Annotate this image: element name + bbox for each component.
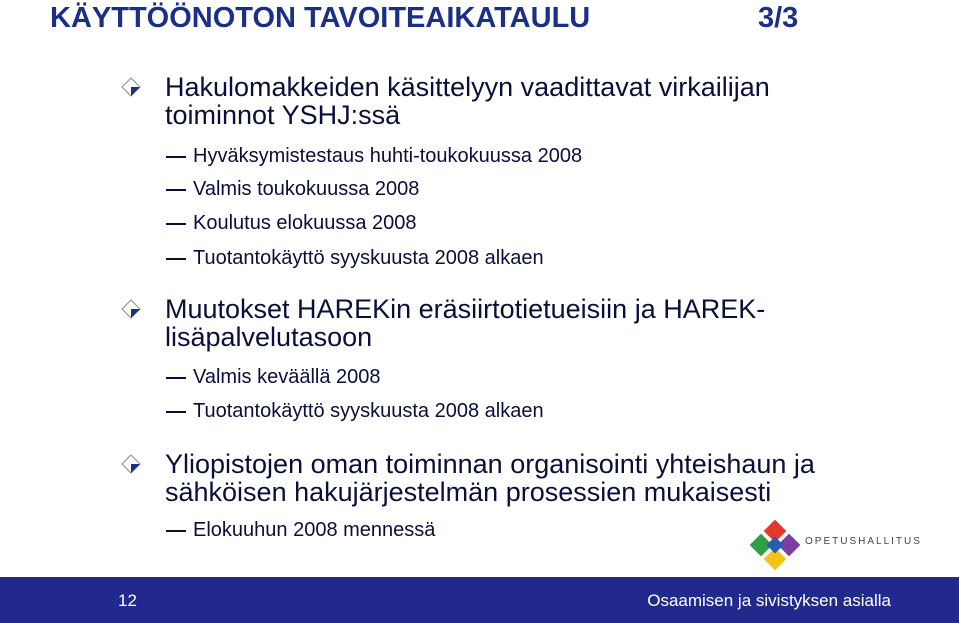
- dash-icon: [166, 377, 186, 379]
- slide-page-indicator: 3/3: [758, 2, 799, 34]
- bullet-2-sub-1: Valmis keväällä 2008: [193, 366, 381, 388]
- bullet-2-sub-2: Tuotantokäyttö syyskuusta 2008 alkaen: [193, 400, 544, 422]
- bullet-3-line-1: Yliopistojen oman toiminnan organisointi yhteishaun ja: [165, 449, 815, 479]
- diamond-bullet-icon: [120, 298, 142, 320]
- bullet-2-line-1: Muutokset HAREKin eräsiirtotietueisiin ja HAREK-: [165, 294, 766, 324]
- diamond-bullet-icon: [120, 453, 142, 475]
- bullet-1-sub-3: Koulutus elokuussa 2008: [193, 212, 417, 234]
- dash-icon: [166, 223, 186, 225]
- dash-icon: [166, 258, 186, 260]
- dash-icon: [166, 189, 186, 191]
- dash-icon: [166, 530, 186, 532]
- footer-slogan: Osaamisen ja sivistyksen asialla: [647, 591, 891, 610]
- page-number: 12: [118, 591, 137, 610]
- dash-icon: [166, 411, 186, 413]
- opetushallitus-logo-icon: [750, 520, 800, 570]
- bullet-3-line-2: sähköisen hakujärjestelmän prosessien mukaisesti: [165, 477, 772, 507]
- bullet-1-line-2: toiminnot YSHJ:ssä: [165, 100, 401, 130]
- dash-icon: [166, 156, 186, 158]
- slide-title: KÄYTTÖÖNOTON TAVOITEAIKATAULU: [50, 2, 591, 34]
- bullet-3-sub-1: Elokuuhun 2008 mennessä: [193, 519, 436, 541]
- diamond-bullet-icon: [120, 76, 142, 98]
- footer-bar: [0, 577, 959, 623]
- bullet-1-sub-4: Tuotantokäyttö syyskuusta 2008 alkaen: [193, 247, 544, 269]
- bullet-2-line-2: lisäpalvelutasoon: [165, 322, 373, 352]
- bullet-1-line-1: Hakulomakkeiden käsittelyyn vaadittavat virkailijan: [165, 72, 770, 102]
- bullet-1-sub-2: Valmis toukokuussa 2008: [193, 178, 420, 200]
- bullet-1-sub-1: Hyväksymistestaus huhti-toukokuussa 2008: [193, 145, 583, 167]
- logo-text: OPETUSHALLITUS: [805, 536, 922, 547]
